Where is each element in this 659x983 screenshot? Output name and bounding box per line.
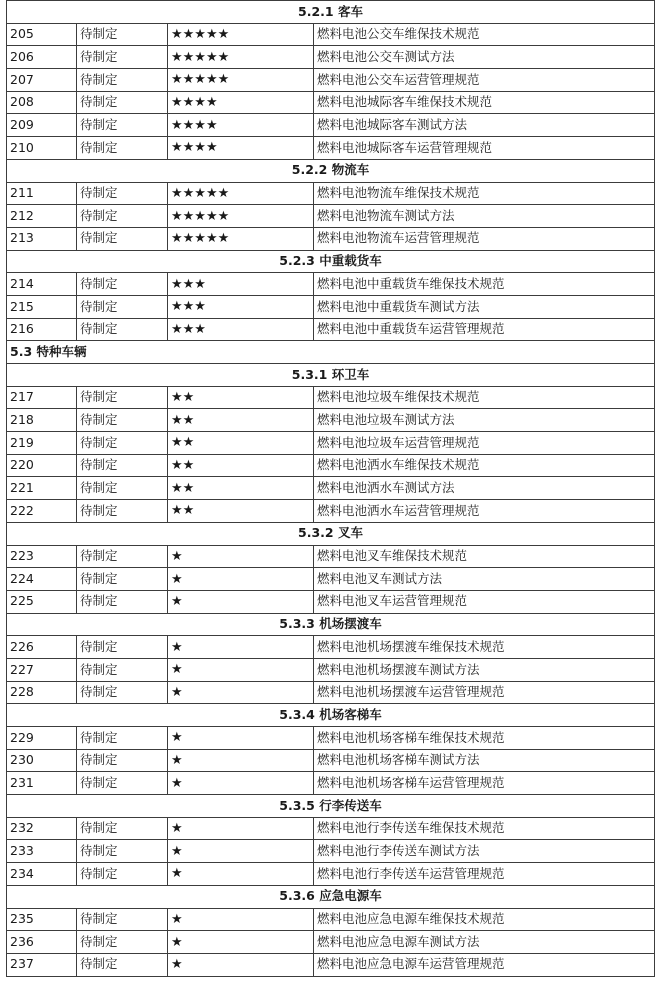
table-row — [7, 454, 655, 477]
standard-name: 燃料电池应急电源车运营管理规范 — [314, 953, 655, 976]
section-heading-row — [7, 522, 655, 545]
priority-stars: ★ — [168, 840, 314, 863]
standard-name: 燃料电池机场客梯车运营管理规范 — [314, 772, 655, 795]
status-cell: 待制定 — [77, 863, 168, 886]
standard-number: 225 — [7, 590, 77, 613]
standard-name: 燃料电池机场摆渡车维保技术规范 — [314, 636, 655, 659]
table-row — [7, 863, 655, 886]
section-heading-row — [7, 885, 655, 908]
standard-name: 燃料电池机场摆渡车测试方法 — [314, 658, 655, 681]
status-cell: 待制定 — [77, 23, 168, 46]
standard-name: 燃料电池中重载货车测试方法 — [314, 295, 655, 318]
priority-stars: ★★ — [168, 409, 314, 432]
status-cell: 待制定 — [77, 568, 168, 591]
table-row — [7, 91, 655, 114]
section-heading: 5.3.1 环卫车 — [7, 364, 655, 387]
standard-number: 215 — [7, 295, 77, 318]
status-cell: 待制定 — [77, 69, 168, 92]
standard-name: 燃料电池应急电源车测试方法 — [314, 931, 655, 954]
priority-stars: ★ — [168, 590, 314, 613]
status-cell: 待制定 — [77, 545, 168, 568]
standard-number: 223 — [7, 545, 77, 568]
table-row — [7, 432, 655, 455]
section-heading-row — [7, 704, 655, 727]
priority-stars: ★ — [168, 908, 314, 931]
standard-number: 218 — [7, 409, 77, 432]
standard-name: 燃料电池机场客梯车维保技术规范 — [314, 727, 655, 750]
standards-table — [6, 0, 655, 977]
status-cell: 待制定 — [77, 953, 168, 976]
standard-number: 224 — [7, 568, 77, 591]
status-cell: 待制定 — [77, 727, 168, 750]
table-row — [7, 227, 655, 250]
standard-name: 燃料电池行李传送车测试方法 — [314, 840, 655, 863]
table-row — [7, 46, 655, 69]
standard-name: 燃料电池公交车运营管理规范 — [314, 69, 655, 92]
status-cell: 待制定 — [77, 409, 168, 432]
table-row — [7, 114, 655, 137]
status-cell: 待制定 — [77, 817, 168, 840]
standard-number: 234 — [7, 863, 77, 886]
section-heading: 5.2.3 中重载货车 — [7, 250, 655, 273]
table-row — [7, 568, 655, 591]
status-cell: 待制定 — [77, 114, 168, 137]
standard-number: 230 — [7, 749, 77, 772]
standard-name: 燃料电池应急电源车维保技术规范 — [314, 908, 655, 931]
table-row — [7, 817, 655, 840]
standard-name: 燃料电池垃圾车运营管理规范 — [314, 432, 655, 455]
priority-stars: ★★ — [168, 432, 314, 455]
table-row — [7, 409, 655, 432]
section-heading-row — [7, 364, 655, 387]
standard-name: 燃料电池公交车测试方法 — [314, 46, 655, 69]
priority-stars: ★★★★★ — [168, 182, 314, 205]
status-cell: 待制定 — [77, 500, 168, 523]
status-cell: 待制定 — [77, 205, 168, 228]
status-cell: 待制定 — [77, 681, 168, 704]
table-row — [7, 953, 655, 976]
table-row — [7, 545, 655, 568]
status-cell: 待制定 — [77, 908, 168, 931]
standard-name: 燃料电池叉车测试方法 — [314, 568, 655, 591]
standard-number: 232 — [7, 817, 77, 840]
priority-stars: ★★★★★ — [168, 46, 314, 69]
standard-number: 217 — [7, 386, 77, 409]
priority-stars: ★★★ — [168, 295, 314, 318]
priority-stars: ★★ — [168, 477, 314, 500]
standard-name: 燃料电池城际客车运营管理规范 — [314, 137, 655, 160]
standard-name: 燃料电池中重载货车维保技术规范 — [314, 273, 655, 296]
table-row — [7, 658, 655, 681]
section-heading: 5.3.4 机场客梯车 — [7, 704, 655, 727]
priority-stars: ★ — [168, 681, 314, 704]
status-cell: 待制定 — [77, 432, 168, 455]
standard-number: 206 — [7, 46, 77, 69]
standard-number: 212 — [7, 205, 77, 228]
status-cell: 待制定 — [77, 772, 168, 795]
standard-number: 210 — [7, 137, 77, 160]
standard-name: 燃料电池洒水车运营管理规范 — [314, 500, 655, 523]
priority-stars: ★★ — [168, 386, 314, 409]
priority-stars: ★ — [168, 727, 314, 750]
standard-number: 207 — [7, 69, 77, 92]
priority-stars: ★★★ — [168, 318, 314, 341]
section-heading: 5.3.6 应急电源车 — [7, 885, 655, 908]
standard-number: 226 — [7, 636, 77, 659]
priority-stars: ★★★★★ — [168, 227, 314, 250]
section-heading-row — [7, 613, 655, 636]
status-cell: 待制定 — [77, 91, 168, 114]
status-cell: 待制定 — [77, 182, 168, 205]
status-cell: 待制定 — [77, 454, 168, 477]
priority-stars: ★★ — [168, 454, 314, 477]
standard-number: 213 — [7, 227, 77, 250]
standard-name: 燃料电池机场客梯车测试方法 — [314, 749, 655, 772]
standard-name: 燃料电池洒水车维保技术规范 — [314, 454, 655, 477]
priority-stars: ★ — [168, 658, 314, 681]
section-heading-row — [7, 159, 655, 182]
table-row — [7, 772, 655, 795]
priority-stars: ★★ — [168, 500, 314, 523]
category-heading: 5.3 特种车辆 — [7, 341, 655, 364]
standard-name: 燃料电池中重载货车运营管理规范 — [314, 318, 655, 341]
standard-number: 220 — [7, 454, 77, 477]
status-cell: 待制定 — [77, 840, 168, 863]
priority-stars: ★ — [168, 772, 314, 795]
section-heading: 5.3.3 机场摆渡车 — [7, 613, 655, 636]
standard-number: 236 — [7, 931, 77, 954]
standard-name: 燃料电池物流车测试方法 — [314, 205, 655, 228]
table-row — [7, 273, 655, 296]
standard-number: 221 — [7, 477, 77, 500]
status-cell: 待制定 — [77, 227, 168, 250]
status-cell: 待制定 — [77, 658, 168, 681]
status-cell: 待制定 — [77, 46, 168, 69]
table-row — [7, 182, 655, 205]
priority-stars: ★★★★ — [168, 91, 314, 114]
status-cell: 待制定 — [77, 318, 168, 341]
standard-name: 燃料电池叉车运营管理规范 — [314, 590, 655, 613]
priority-stars: ★ — [168, 931, 314, 954]
priority-stars: ★ — [168, 545, 314, 568]
standard-name: 燃料电池城际客车维保技术规范 — [314, 91, 655, 114]
standard-number: 227 — [7, 658, 77, 681]
priority-stars: ★ — [168, 568, 314, 591]
priority-stars: ★★★★★ — [168, 69, 314, 92]
table-row — [7, 590, 655, 613]
status-cell: 待制定 — [77, 477, 168, 500]
table-row — [7, 681, 655, 704]
table-row — [7, 318, 655, 341]
table-row — [7, 23, 655, 46]
table-row — [7, 840, 655, 863]
table-row — [7, 500, 655, 523]
standard-number: 233 — [7, 840, 77, 863]
status-cell: 待制定 — [77, 636, 168, 659]
standard-number: 235 — [7, 908, 77, 931]
status-cell: 待制定 — [77, 386, 168, 409]
table-row — [7, 69, 655, 92]
section-heading: 5.3.2 叉车 — [7, 522, 655, 545]
section-heading-row — [7, 250, 655, 273]
priority-stars: ★ — [168, 953, 314, 976]
standard-number: 219 — [7, 432, 77, 455]
priority-stars: ★ — [168, 817, 314, 840]
standard-name: 燃料电池机场摆渡车运营管理规范 — [314, 681, 655, 704]
priority-stars: ★★★★ — [168, 114, 314, 137]
section-heading: 5.2.2 物流车 — [7, 159, 655, 182]
priority-stars: ★★★★★ — [168, 23, 314, 46]
category-heading-row — [7, 341, 655, 364]
table-row — [7, 295, 655, 318]
standard-number: 222 — [7, 500, 77, 523]
status-cell: 待制定 — [77, 590, 168, 613]
table-row — [7, 477, 655, 500]
standard-name: 燃料电池城际客车测试方法 — [314, 114, 655, 137]
priority-stars: ★★★★ — [168, 137, 314, 160]
standard-name: 燃料电池行李传送车运营管理规范 — [314, 863, 655, 886]
standards-table-body — [7, 1, 655, 977]
section-heading: 5.3.5 行李传送车 — [7, 795, 655, 818]
standard-number: 231 — [7, 772, 77, 795]
section-heading-row — [7, 795, 655, 818]
status-cell: 待制定 — [77, 273, 168, 296]
standard-number: 211 — [7, 182, 77, 205]
standard-number: 228 — [7, 681, 77, 704]
standard-name: 燃料电池物流车维保技术规范 — [314, 182, 655, 205]
status-cell: 待制定 — [77, 931, 168, 954]
table-row — [7, 636, 655, 659]
priority-stars: ★ — [168, 863, 314, 886]
section-heading: 5.2.1 客车 — [7, 1, 655, 24]
standard-number: 216 — [7, 318, 77, 341]
standard-name: 燃料电池洒水车测试方法 — [314, 477, 655, 500]
standard-number: 208 — [7, 91, 77, 114]
standard-name: 燃料电池行李传送车维保技术规范 — [314, 817, 655, 840]
standard-name: 燃料电池公交车维保技术规范 — [314, 23, 655, 46]
status-cell: 待制定 — [77, 295, 168, 318]
table-row — [7, 727, 655, 750]
priority-stars: ★★★ — [168, 273, 314, 296]
standard-number: 214 — [7, 273, 77, 296]
standard-name: 燃料电池垃圾车测试方法 — [314, 409, 655, 432]
section-heading-row — [7, 1, 655, 24]
priority-stars: ★ — [168, 749, 314, 772]
table-row — [7, 386, 655, 409]
standard-number: 229 — [7, 727, 77, 750]
table-row — [7, 908, 655, 931]
standard-name: 燃料电池垃圾车维保技术规范 — [314, 386, 655, 409]
table-row — [7, 205, 655, 228]
standards-table-container — [6, 0, 654, 977]
table-row — [7, 749, 655, 772]
standard-number: 209 — [7, 114, 77, 137]
standard-number: 237 — [7, 953, 77, 976]
standard-name: 燃料电池叉车维保技术规范 — [314, 545, 655, 568]
status-cell: 待制定 — [77, 749, 168, 772]
table-row — [7, 931, 655, 954]
table-row — [7, 137, 655, 160]
standard-number: 205 — [7, 23, 77, 46]
priority-stars: ★ — [168, 636, 314, 659]
status-cell: 待制定 — [77, 137, 168, 160]
priority-stars: ★★★★★ — [168, 205, 314, 228]
standard-name: 燃料电池物流车运营管理规范 — [314, 227, 655, 250]
